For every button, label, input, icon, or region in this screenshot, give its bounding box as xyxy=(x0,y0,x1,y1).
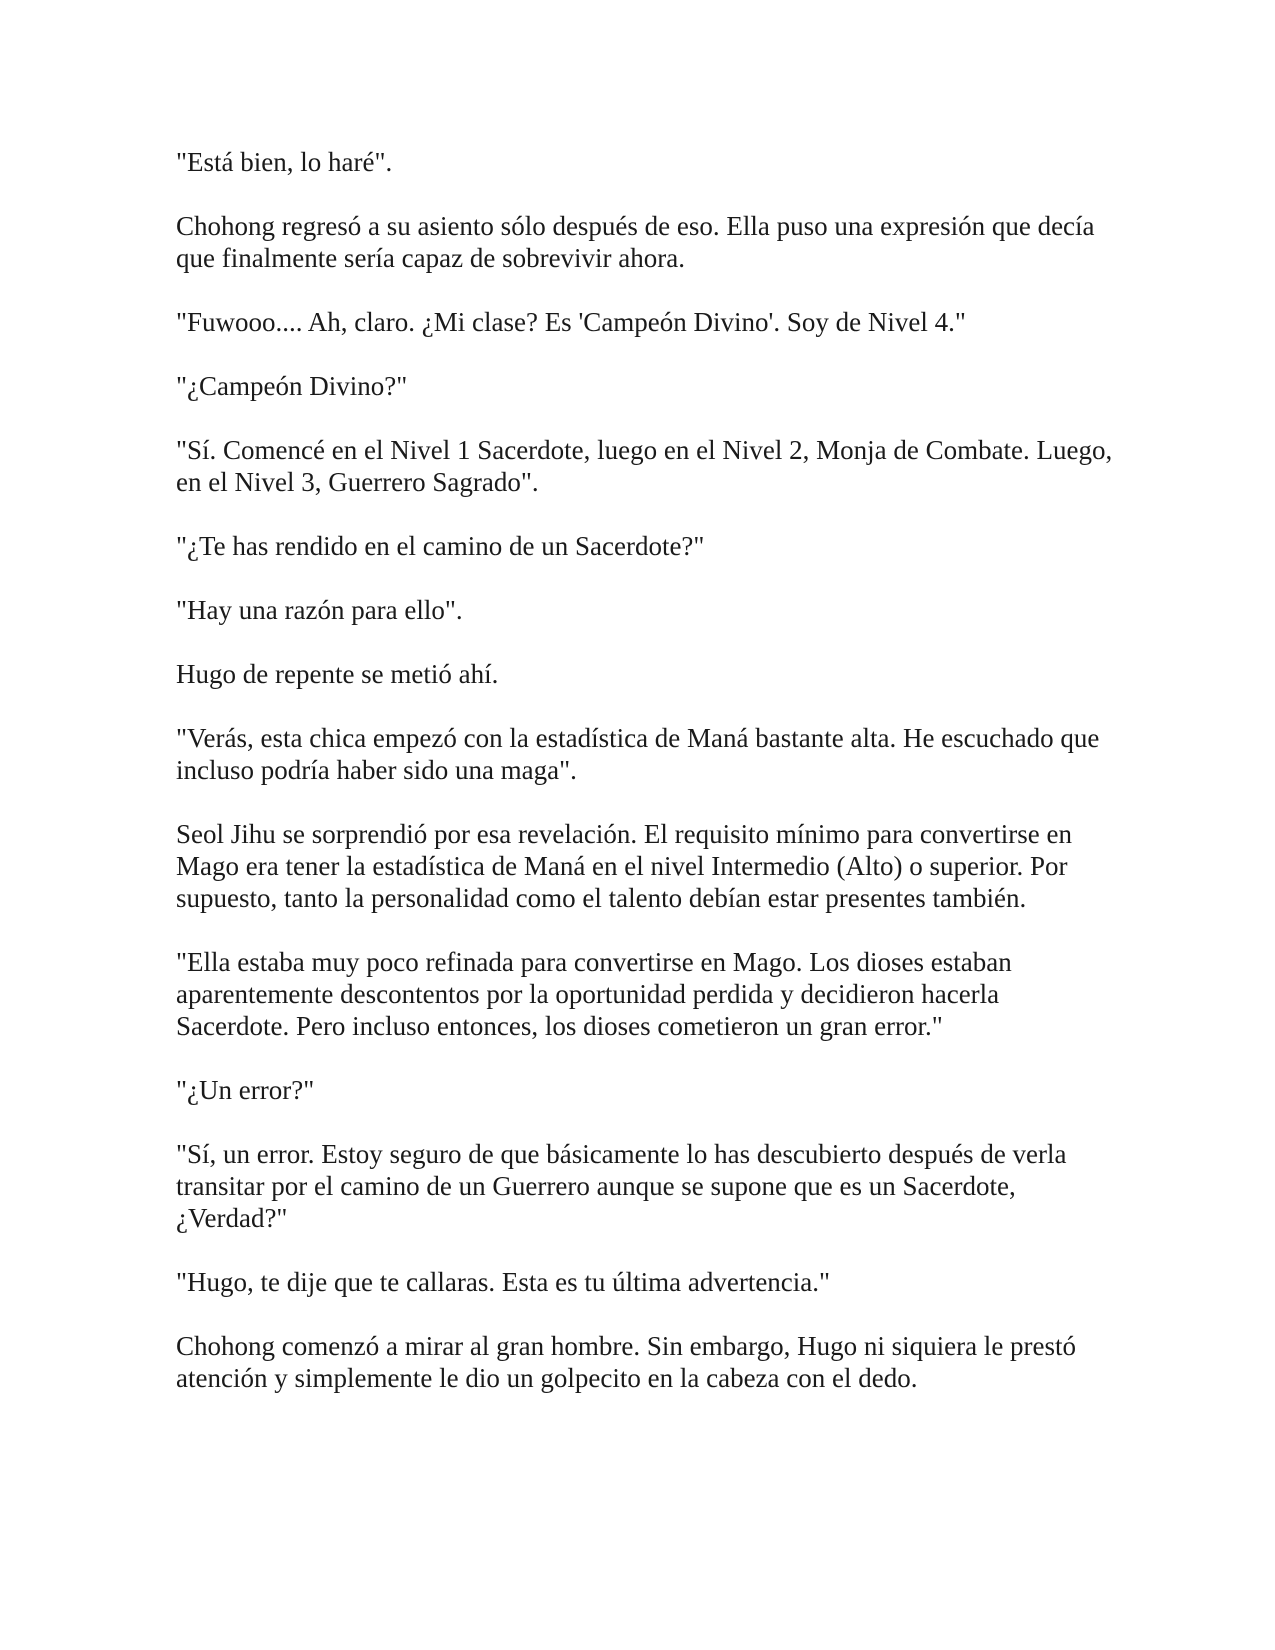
paragraph: "Está bien, lo haré". xyxy=(176,147,393,177)
paragraph: "Fuwooo.... Ah, claro. ¿Mi clase? Es 'Campeón Divino'. Soy de Nivel 4." xyxy=(176,307,966,337)
paragraph: Seol Jihu se sorprendió por esa revelación. El requisito mínimo para convertirse en Mago era tener la estadística de Maná en el nivel Intermedio (Alto) o superior. Por supuesto, tanto la personalidad como el talento debían estar presentes también. xyxy=(176,819,1072,913)
document-body xyxy=(176,146,1116,1394)
paragraph: Chohong regresó a su asiento sólo después de eso. Ella puso una expresión que decía que finalmente sería capaz de sobrevivir ahora. xyxy=(176,211,1095,273)
paragraph: Hugo de repente se metió ahí. xyxy=(176,659,499,689)
paragraph: "Hugo, te dije que te callaras. Esta es tu última advertencia." xyxy=(176,1267,831,1297)
paragraph: "Ella estaba muy poco refinada para convertirse en Mago. Los dioses estaban aparentemente descontentos por la oportunidad perdida y decidieron hacerla Sacerdote. Pero incluso entonces, los dioses cometieron un gran error." xyxy=(176,947,1012,1041)
paragraph: "¿Un error?" xyxy=(176,1075,315,1105)
paragraph: "Sí, un error. Estoy seguro de que básicamente lo has descubierto después de verla transitar por el camino de un Guerrero aunque se supone que es un Sacerdote, ¿Verdad?" xyxy=(176,1139,1067,1233)
paragraph: Chohong comenzó a mirar al gran hombre. Sin embargo, Hugo ni siquiera le prestó atención y simplemente le dio un golpecito en la cabeza con el dedo. xyxy=(176,1331,1077,1393)
paragraph: "Verás, esta chica empezó con la estadística de Maná bastante alta. He escuchado que incluso podría haber sido una maga". xyxy=(176,723,1100,785)
paragraph: "¿Te has rendido en el camino de un Sacerdote?" xyxy=(176,531,705,561)
paragraph: "Sí. Comencé en el Nivel 1 Sacerdote, luego en el Nivel 2, Monja de Combate. Luego, en el Nivel 3, Guerrero Sagrado". xyxy=(176,435,1113,497)
paragraph: "¿Campeón Divino?" xyxy=(176,371,408,401)
paragraph: "Hay una razón para ello". xyxy=(176,595,463,625)
